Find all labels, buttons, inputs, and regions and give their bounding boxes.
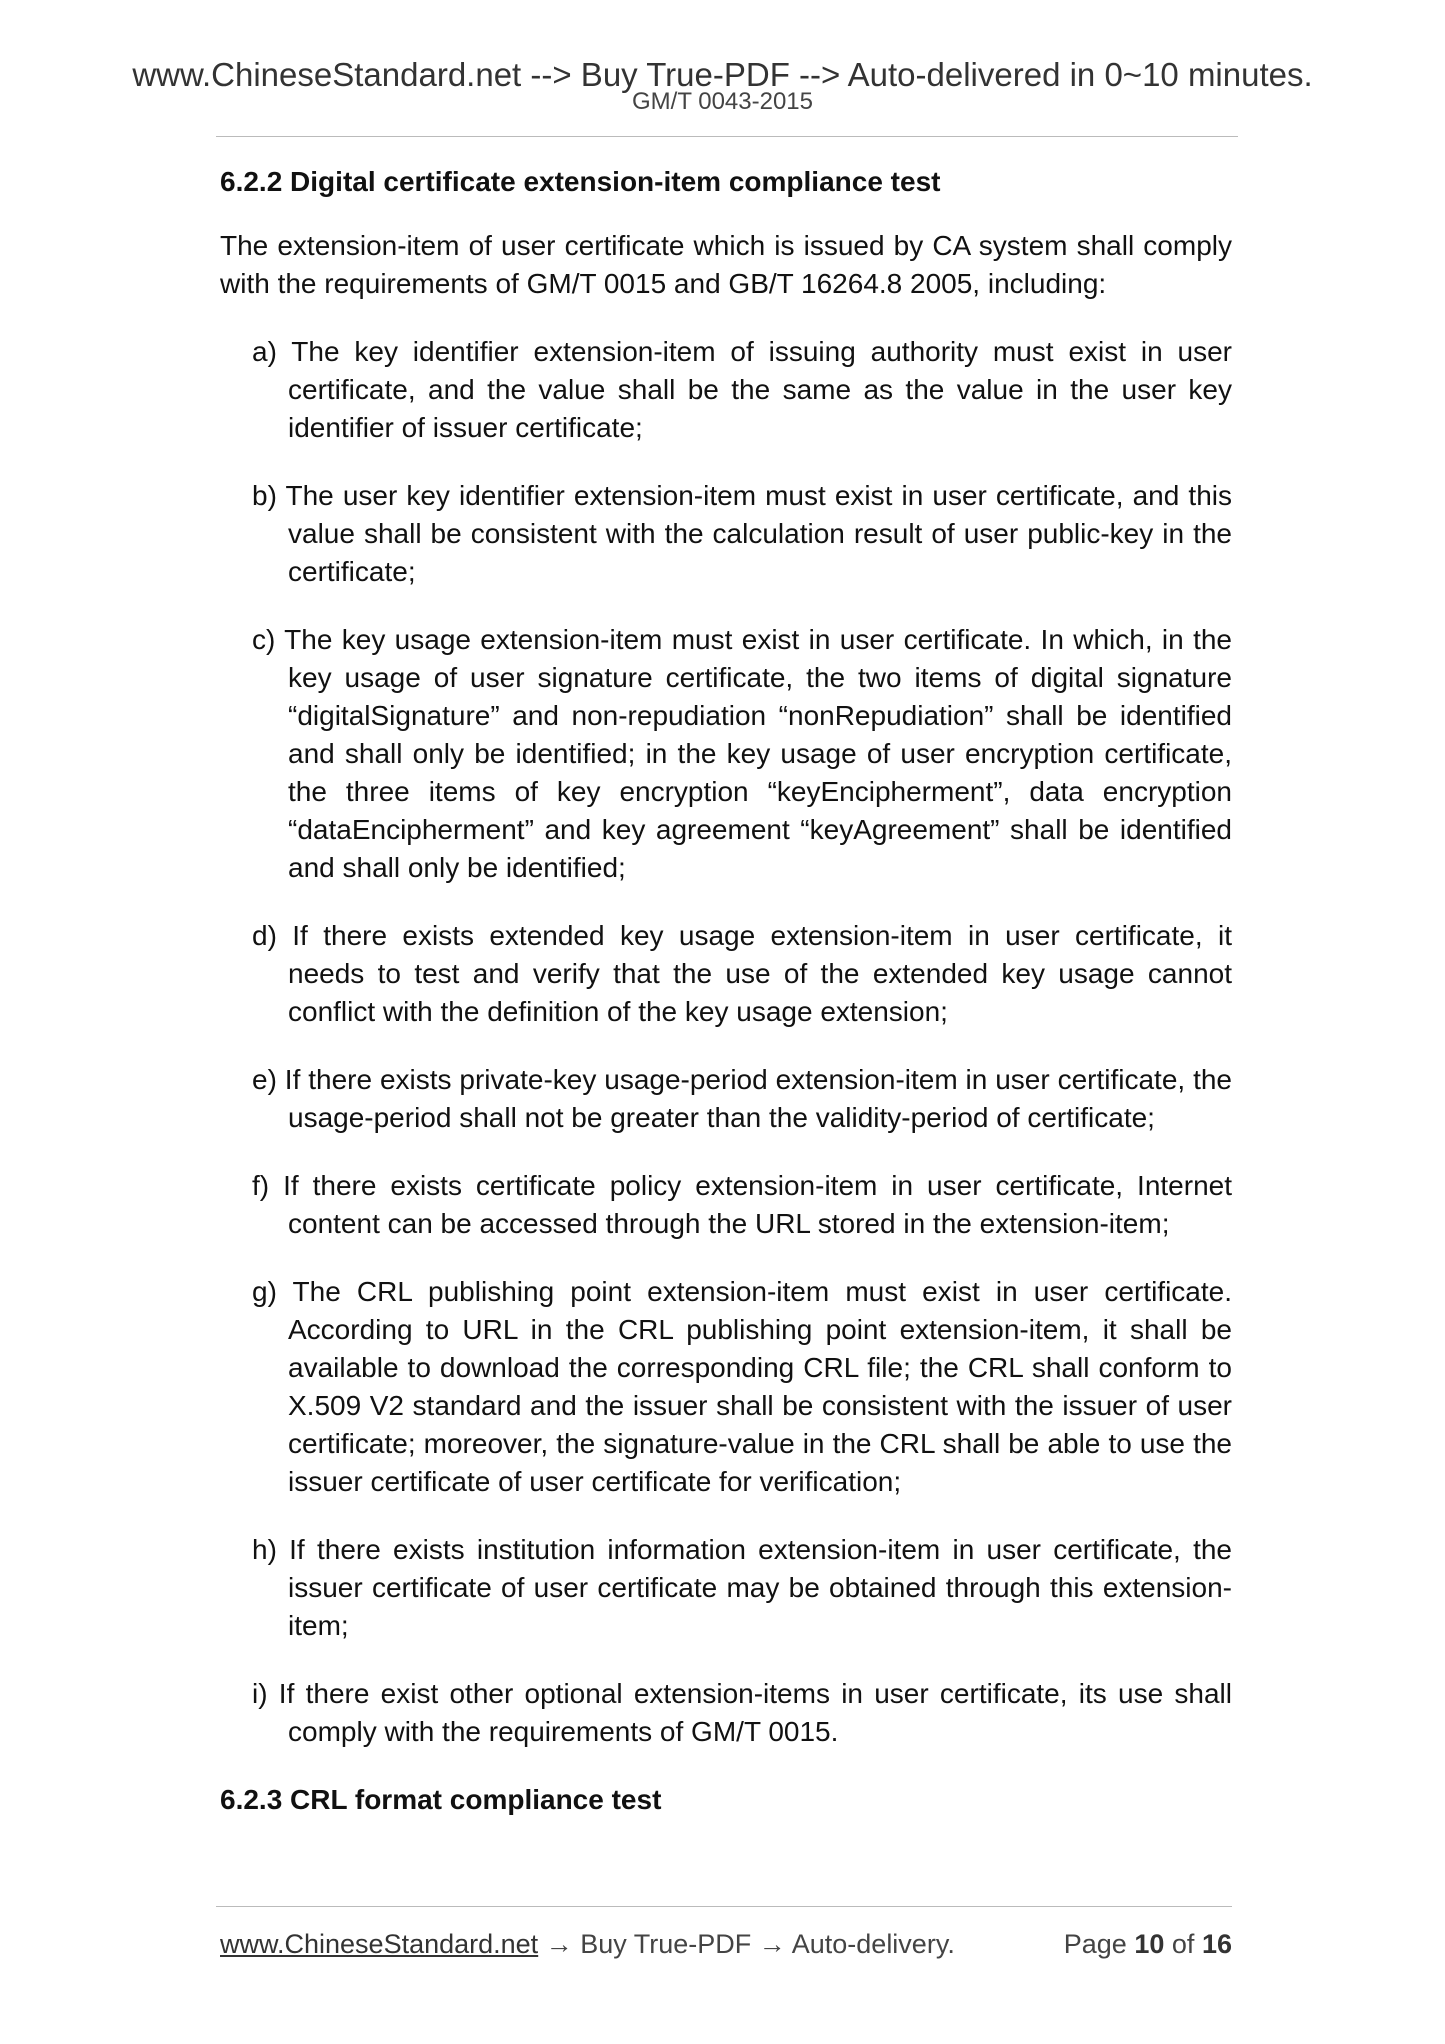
list-item-text: The key identifier extension-item of issuing authority must exist in user certificate, and the value shall be the same as the value in the user key identifier of issuer certificate; xyxy=(288,336,1232,443)
list-item xyxy=(220,1061,1232,1137)
page-footer xyxy=(220,1926,1232,1962)
list-item-text: The user key identifier extension-item must exist in user certificate, and this value shall be consistent with the calculation result of user public-key in the certificate; xyxy=(285,480,1232,587)
list-item-letter: b) xyxy=(252,480,277,511)
list-item-text: If there exist other optional extension-items in user certificate, its use shall comply with the requirements of GM/T 0015. xyxy=(278,1678,1232,1747)
list-item-letter: f) xyxy=(252,1170,270,1201)
header-divider xyxy=(216,136,1238,137)
list-item xyxy=(220,1675,1232,1751)
section-intro-paragraph: The extension-item of user certificate which is issued by CA system shall comply with the requirements of GM/T 0015 and GB/T 16264.8 2005, including: xyxy=(220,230,1232,299)
page-content xyxy=(220,163,1232,1845)
list-item-letter: d) xyxy=(252,920,277,951)
list-item-letter: g) xyxy=(252,1276,277,1307)
footer-site-link[interactable]: www.ChineseStandard.net xyxy=(220,1929,539,1959)
list-item xyxy=(220,1167,1232,1243)
page-current: 10 xyxy=(1134,1929,1165,1959)
list-item-letter: c) xyxy=(252,624,276,655)
list-item-letter: i) xyxy=(252,1678,268,1709)
list-item-text: If there exists certificate policy extension-item in user certificate, Internet content can be accessed through the URL stored in the extension-item; xyxy=(283,1170,1233,1239)
requirements-list xyxy=(220,333,1232,1751)
list-item-text: If there exists extended key usage extension-item in user certificate, it needs to test and verify that the use of the extended key usage cannot conflict with the definition of the key usage extension; xyxy=(288,920,1232,1027)
list-item-text: If there exists institution information extension-item in user certificate, the issuer certificate of user certificate may be obtained through this extension-item; xyxy=(288,1534,1232,1641)
list-item-letter: e) xyxy=(252,1064,277,1095)
top-banner: www.ChineseStandard.net --> Buy True-PDF --> Auto-delivered in 0~10 minutes. xyxy=(132,56,1313,93)
list-item-text: The key usage extension-item must exist in user certificate. In which, in the key usage of user signature certificate, the two items of digital signature “digitalSignature” and non-repudiation “nonRepudiation” shall be identified and shall only be identified; in the key usage of user encryption certificate, the three items of key encryption “keyEncipherment”, data encryption “dataEncipherment” and key agreement “keyAgreement” shall be identified and shall only be identified; xyxy=(284,624,1232,883)
footer-divider xyxy=(216,1906,1232,1907)
page-label: Page xyxy=(1063,1929,1127,1959)
footer-trail-text: → Buy True-PDF → Auto-delivery. xyxy=(538,1929,955,1959)
list-item xyxy=(220,1531,1232,1645)
section-heading-6-2-2: 6.2.2 Digital certificate extension-item compliance test xyxy=(220,166,941,197)
section-heading-6-2-3: 6.2.3 CRL format compliance test xyxy=(220,1784,662,1815)
list-item xyxy=(220,333,1232,447)
document-code: GM/T 0043-2015 xyxy=(632,88,813,115)
list-item xyxy=(220,917,1232,1031)
list-item-text: The CRL publishing point extension-item must exist in user certificate. According to URL in the CRL publishing point extension-item, it shall be available to download the corresponding CRL file; the CRL shall conform to X.509 V2 standard and the issuer shall be consistent with the issuer of user certificate; moreover, the signature-value in the CRL shall be able to use the issuer certificate of user certificate for verification; xyxy=(288,1276,1232,1497)
footer-promo xyxy=(220,1926,955,1962)
list-item-text: If there exists private-key usage-period extension-item in user certificate, the usage-period shall not be greater than the validity-period of certificate; xyxy=(284,1064,1232,1133)
list-item xyxy=(220,621,1232,887)
page-number xyxy=(1064,1926,1232,1962)
list-item-letter: h) xyxy=(252,1534,277,1565)
list-item xyxy=(220,1273,1232,1501)
page-total: 16 xyxy=(1201,1929,1232,1959)
list-item-letter: a) xyxy=(252,336,277,367)
list-item xyxy=(220,477,1232,591)
page-of: of xyxy=(1171,1929,1195,1959)
